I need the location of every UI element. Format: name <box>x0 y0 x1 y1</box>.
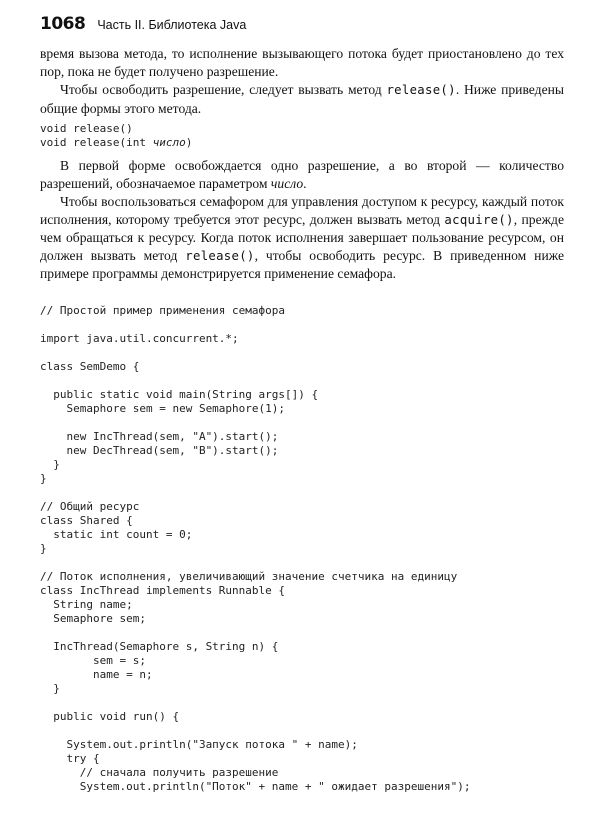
param-name: число <box>270 175 304 191</box>
inline-code-acquire: acquire() <box>444 212 514 227</box>
page-number: 1068 <box>40 14 86 34</box>
paragraph-text: Чтобы освободить разрешение, следует вызвать метод <box>60 82 387 97</box>
paragraph-text: Чтобы воспользоваться семафором для управления доступом к ресурсу, каждый поток исполнения, которому требуется этот ресурс, должен вызвать метод <box>40 194 564 227</box>
paragraph-text: , прежде чем обращаться к ресурсу. Когда поток исполнения завершает пользование ресурсом, он должен вызвать метод <box>40 211 564 263</box>
code-text: ) <box>185 136 193 149</box>
code-listing-semdemo: // Простой пример применения семафора import java.util.concurrent.*; class SemDemo { public static void main(String args[]) { Semaphore sem = new Semaphore(1); new IncThread(sem, "A").start(); new DecThread(sem, "B").start(); } } // Общий ресурс class Shared { static int count = 0; } // Поток исполнения, увеличивающий значение счетчика на единицу class IncThread implements Runnable { String name; Semaphore sem; IncThread(Semaphore s, String n) { sem = s; name = n; } public void run() { System.out.println("Запуск потока " + name); try { // сначала получить разрешение System.out.println("Поток" + name + " ожидает разрешения"); <box>40 304 471 793</box>
paragraph-semaphore-usage <box>40 193 564 283</box>
paragraph-text: . <box>303 175 307 191</box>
code-param: число <box>152 136 186 149</box>
page-header <box>40 14 246 34</box>
paragraph-continuation <box>40 45 564 80</box>
paragraph-text: время вызова метода, то исполнение вызывающего потока будет приостановлено до тех пор, пока не будет получено разрешение. <box>40 46 564 79</box>
running-head: Часть II. Библиотека Java <box>97 18 247 32</box>
paragraph-text: , чтобы освободить ресурс. В приведенном ниже примере программы демонстрируется применение семафора. <box>40 247 564 281</box>
code-text: void release(int <box>40 136 153 149</box>
inline-code-release: release() <box>185 248 255 263</box>
paragraph-text: . Ниже приведены общие формы этого метода. <box>40 82 565 116</box>
inline-code-release: release() <box>386 83 456 97</box>
code-line <box>40 136 192 150</box>
code-release-forms <box>40 122 192 150</box>
paragraph-release-forms <box>40 157 564 192</box>
code-line: void release() <box>40 122 133 135</box>
paragraph-release-intro <box>40 81 564 117</box>
paragraph-text: В первой форме освобождается одно разрешение, а во второй — количество разрешений, обозначаемое параметром <box>40 158 564 191</box>
